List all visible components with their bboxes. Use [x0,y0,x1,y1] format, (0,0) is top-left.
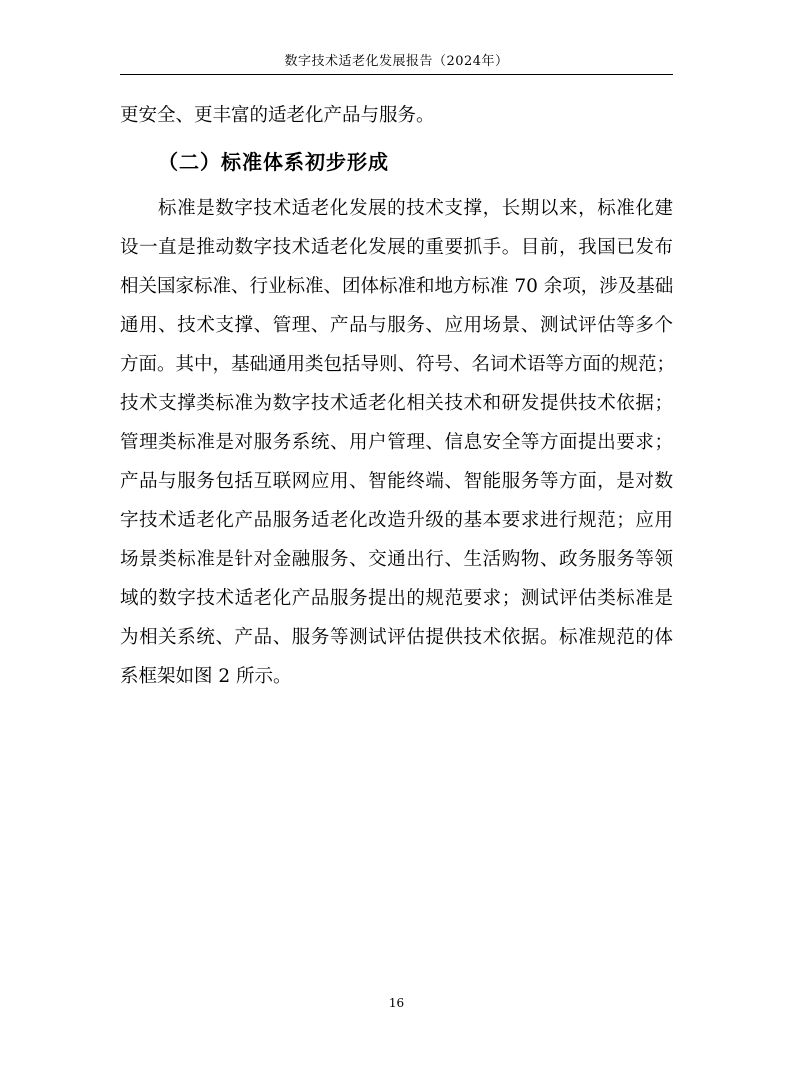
section-heading: （二）标准体系初步形成 [158,150,389,174]
intro-paragraph-line: 更安全、更丰富的适老化产品与服务。 [120,105,435,126]
paragraph-line: 标准是数字技术适老化发展的技术支撑，长期以来，标准化建 [158,198,673,219]
paragraph-line: 方面。其中，基础通用类包括导则、符号、名词术语等方面的规范； [120,354,676,375]
paragraph-line: 域的数字技术适老化产品服务提出的规范要求；测试评估类标准是 [120,588,673,609]
page-number: 16 [388,996,405,1010]
paragraph-line: 设一直是推动数字技术适老化发展的重要抓手。目前，我国已发布 [120,237,673,258]
running-header: 数字技术适老化发展报告（2024年） [284,54,509,69]
paragraph-line: 字技术适老化产品服务适老化改造升级的基本要求进行规范；应用 [120,510,673,531]
paragraph-line: 为相关系统、产品、服务等测试评估提供技术依据。标准规范的体 [120,627,673,648]
paragraph-line: 通用、技术支撑、管理、产品与服务、应用场景、测试评估等多个 [120,315,673,336]
paragraph-line: 相关国家标准、行业标准、团体标准和地方标准 70 余项，涉及基础 [120,276,674,297]
header-rule [120,74,673,75]
paragraph-line: 场景类标准是针对金融服务、交通出行、生活购物、政务服务等领 [120,549,673,570]
paragraph-line: 技术支撑类标准为数字技术适老化相关技术和研发提供技术依据； [120,393,673,414]
paragraph-line-last: 系框架如图 2 所示。 [120,666,292,687]
paragraph-line: 管理类标准是对服务系统、用户管理、信息安全等方面提出要求； [120,432,673,453]
paragraph-line: 产品与服务包括互联网应用、智能终端、智能服务等方面，是对数 [120,471,673,492]
